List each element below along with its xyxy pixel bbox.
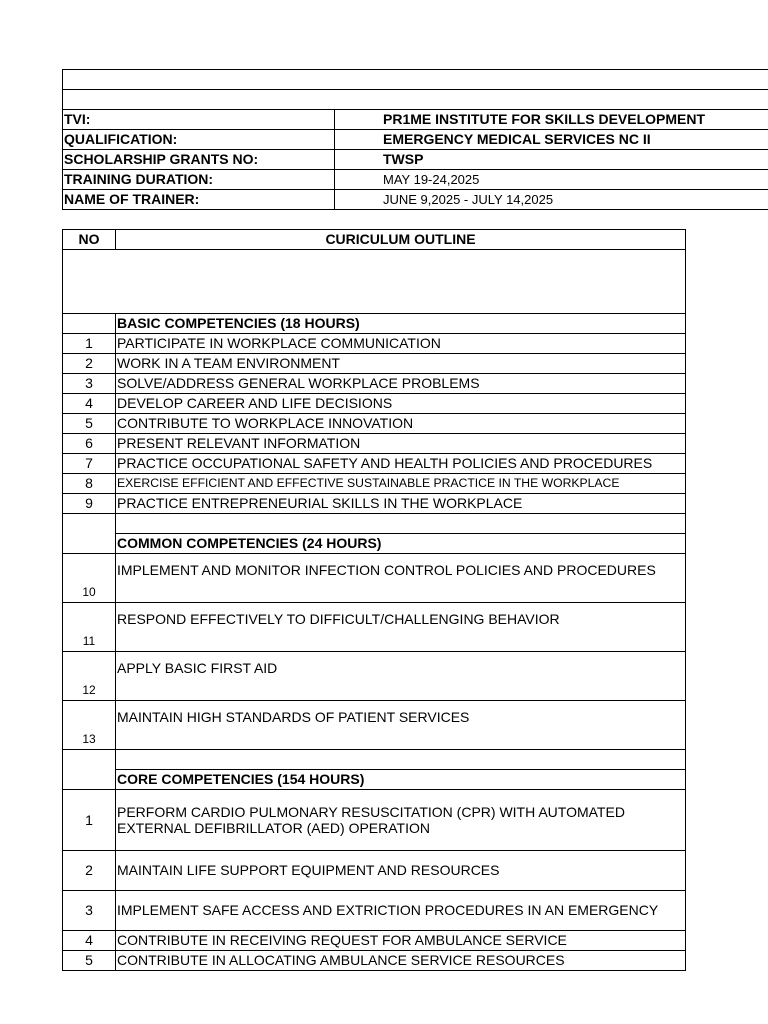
table-row <box>63 891 686 931</box>
column-header-no[interactable]: NO <box>63 230 116 250</box>
section-row-common <box>63 534 686 554</box>
item-number[interactable]: 11 <box>63 603 116 652</box>
info-row-trainer <box>63 190 768 210</box>
section-title[interactable]: CORE COMPETENCIES (154 HOURS) <box>116 770 686 790</box>
item-number[interactable]: 1 <box>63 790 116 851</box>
item-text[interactable]: MAINTAIN LIFE SUPPORT EQUIPMENT AND RESOURCES <box>116 851 686 891</box>
blank-row <box>63 750 686 770</box>
section-row-core <box>63 770 686 790</box>
item-number[interactable]: 9 <box>63 494 116 514</box>
curriculum-header-row <box>63 230 686 250</box>
info-row-qualification <box>63 130 768 150</box>
item-number[interactable]: 2 <box>63 354 116 374</box>
item-text[interactable]: CONTRIBUTE TO WORKPLACE INNOVATION <box>116 414 686 434</box>
item-text[interactable]: IMPLEMENT AND MONITOR INFECTION CONTROL POLICIES AND PROCEDURES <box>116 554 686 603</box>
info-label[interactable]: TVI: <box>63 110 335 130</box>
table-row <box>63 494 686 514</box>
blank-cell[interactable] <box>63 90 768 110</box>
table-cell[interactable] <box>116 750 686 770</box>
info-label[interactable]: SCHOLARSHIP GRANTS NO: <box>63 150 335 170</box>
column-header-outline[interactable]: CURICULUM OUTLINE <box>116 230 686 250</box>
table-row <box>63 434 686 454</box>
blank-row <box>63 70 768 90</box>
table-row <box>63 951 686 971</box>
table-row <box>63 851 686 891</box>
info-label[interactable]: QUALIFICATION: <box>63 130 335 150</box>
info-value[interactable]: JUNE 9,2025 - JULY 14,2025 <box>335 190 768 210</box>
section-row-basic <box>63 314 686 334</box>
table-row <box>63 701 686 750</box>
blank-row <box>63 90 768 110</box>
item-number[interactable]: 5 <box>63 414 116 434</box>
table-row <box>63 374 686 394</box>
item-text[interactable]: CONTRIBUTE IN ALLOCATING AMBULANCE SERVICE RESOURCES <box>116 951 686 971</box>
table-row <box>63 334 686 354</box>
item-number[interactable]: 1 <box>63 334 116 354</box>
table-row <box>63 931 686 951</box>
item-text[interactable]: EXERCISE EFFICIENT AND EFFECTIVE SUSTAINABLE PRACTICE IN THE WORKPLACE <box>116 474 686 494</box>
item-number[interactable]: 5 <box>63 951 116 971</box>
info-value[interactable]: EMERGENCY MEDICAL SERVICES NC II <box>335 130 768 150</box>
item-number[interactable]: 13 <box>63 701 116 750</box>
spreadsheet-sheet <box>62 69 768 971</box>
table-row <box>63 652 686 701</box>
info-row-duration <box>63 170 768 190</box>
item-number[interactable]: 3 <box>63 374 116 394</box>
section-title[interactable]: BASIC COMPETENCIES (18 HOURS) <box>116 314 686 334</box>
item-number[interactable]: 8 <box>63 474 116 494</box>
blank-row <box>63 250 686 314</box>
curriculum-table <box>62 229 686 971</box>
item-text[interactable]: DEVELOP CAREER AND LIFE DECISIONS <box>116 394 686 414</box>
blank-row <box>63 514 686 534</box>
item-number[interactable]: 4 <box>63 394 116 414</box>
item-text[interactable]: CONTRIBUTE IN RECEIVING REQUEST FOR AMBULANCE SERVICE <box>116 931 686 951</box>
item-text[interactable]: IMPLEMENT SAFE ACCESS AND EXTRICTION PROCEDURES IN AN EMERGENCY <box>116 891 686 931</box>
item-text[interactable]: APPLY BASIC FIRST AID <box>116 652 686 701</box>
table-row <box>63 554 686 603</box>
info-value[interactable]: PR1ME INSTITUTE FOR SKILLS DEVELOPMENT <box>335 110 768 130</box>
table-cell[interactable] <box>116 514 686 534</box>
info-value[interactable]: MAY 19-24,2025 <box>335 170 768 190</box>
item-text[interactable]: WORK IN A TEAM ENVIRONMENT <box>116 354 686 374</box>
item-text[interactable]: PRACTICE ENTREPRENEURIAL SKILLS IN THE WORKPLACE <box>116 494 686 514</box>
item-number[interactable]: 3 <box>63 891 116 931</box>
info-label[interactable]: TRAINING DURATION: <box>63 170 335 190</box>
item-text[interactable]: PERFORM CARDIO PULMONARY RESUSCITATION (CPR) WITH AUTOMATED EXTERNAL DEFIBRILLATOR (AED) OPERATION <box>116 790 686 851</box>
table-row <box>63 603 686 652</box>
table-row <box>63 474 686 494</box>
item-text[interactable]: MAINTAIN HIGH STANDARDS OF PATIENT SERVICES <box>116 701 686 750</box>
item-number[interactable]: 2 <box>63 851 116 891</box>
item-number[interactable]: 7 <box>63 454 116 474</box>
item-text[interactable]: SOLVE/ADDRESS GENERAL WORKPLACE PROBLEMS <box>116 374 686 394</box>
item-number[interactable]: 4 <box>63 931 116 951</box>
info-row-scholarship <box>63 150 768 170</box>
info-value[interactable]: TWSP <box>335 150 768 170</box>
item-number[interactable]: 10 <box>63 554 116 603</box>
info-label[interactable]: NAME OF TRAINER: <box>63 190 335 210</box>
item-text[interactable]: RESPOND EFFECTIVELY TO DIFFICULT/CHALLENGING BEHAVIOR <box>116 603 686 652</box>
blank-cell[interactable] <box>63 70 768 90</box>
table-row <box>63 354 686 374</box>
blank-cell[interactable] <box>63 250 686 314</box>
table-row <box>63 414 686 434</box>
section-title[interactable]: COMMON COMPETENCIES (24 HOURS) <box>116 534 686 554</box>
training-info-table <box>62 69 768 210</box>
table-row <box>63 454 686 474</box>
item-text[interactable]: PRESENT RELEVANT INFORMATION <box>116 434 686 454</box>
info-row-tvi <box>63 110 768 130</box>
item-text[interactable]: PARTICIPATE IN WORKPLACE COMMUNICATION <box>116 334 686 354</box>
table-row <box>63 790 686 851</box>
item-number[interactable]: 6 <box>63 434 116 454</box>
item-text[interactable]: PRACTICE OCCUPATIONAL SAFETY AND HEALTH POLICIES AND PROCEDURES <box>116 454 686 474</box>
table-cell[interactable] <box>63 314 116 334</box>
table-cell[interactable] <box>63 514 116 554</box>
item-number[interactable]: 12 <box>63 652 116 701</box>
table-cell[interactable] <box>63 750 116 790</box>
table-row <box>63 394 686 414</box>
